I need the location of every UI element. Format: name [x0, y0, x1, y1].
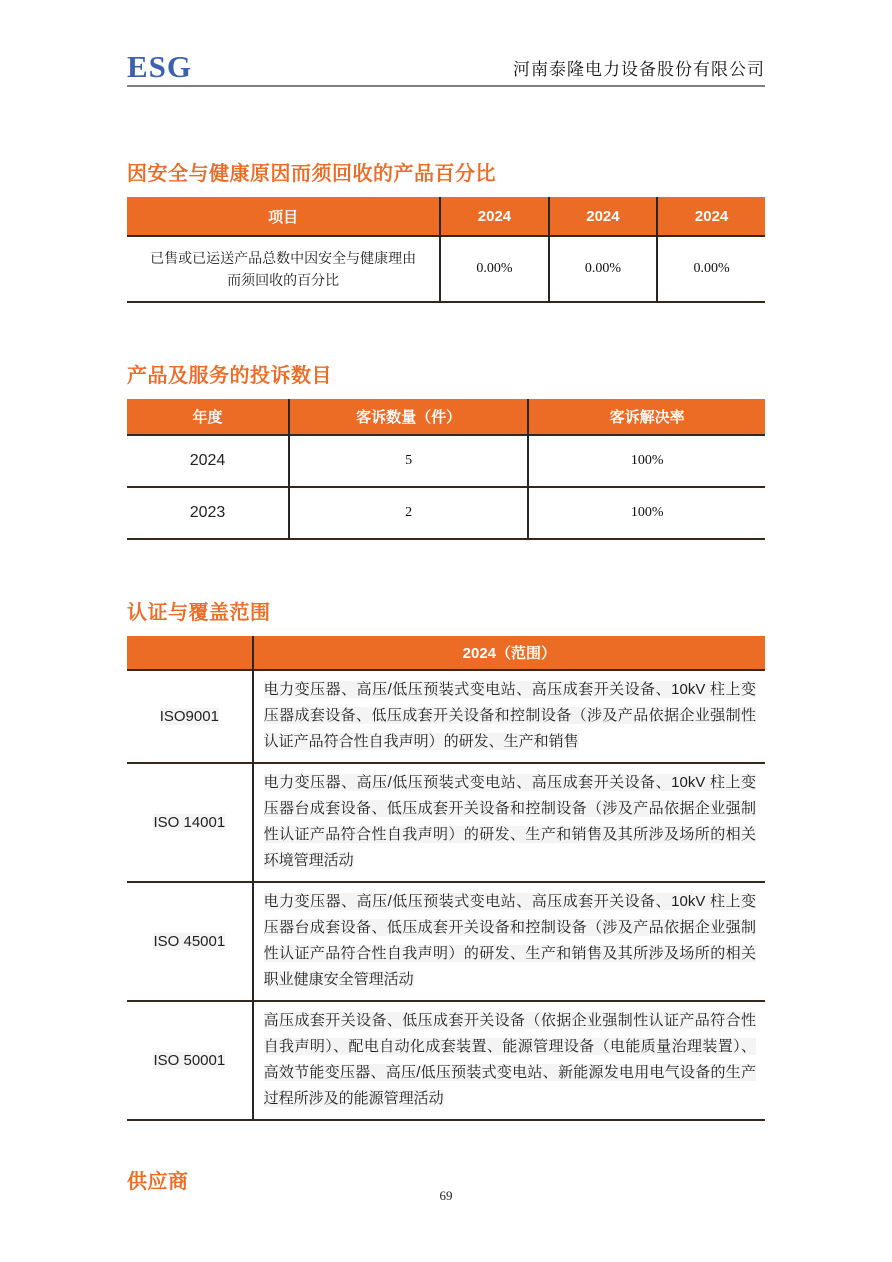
certification-table-header-row [127, 636, 765, 670]
complaints-count: 2 [289, 487, 528, 539]
recall-header-year-2: 2024 [549, 197, 657, 236]
table-row [127, 882, 765, 1001]
page-header [127, 0, 765, 87]
recall-header-year-3: 2024 [657, 197, 765, 236]
recall-value-1: 0.00% [440, 236, 548, 302]
complaints-rate: 100% [528, 487, 765, 539]
complaints-year: 2023 [189, 504, 226, 521]
recall-value-2: 0.00% [549, 236, 657, 302]
table-row [127, 236, 765, 302]
section-title-suppliers: 供应商 [127, 1171, 189, 1193]
recall-row-label: 已售或已运送产品总数中因安全与健康理由而须回收的百分比 [150, 250, 417, 288]
complaints-header-rate: 客诉解决率 [528, 399, 765, 435]
complaints-rate: 100% [528, 435, 765, 487]
table-row [127, 670, 765, 763]
certification-scope: 电力变压器、高压/低压预装式变电站、高压成套开关设备、10kV 柱上变压器台成套设备、低压成套开关设备和控制设备（涉及产品依据企业强制性认证产品符合性自我声明）的研发、生产和销售及其所涉及场所的相关环境管理活动 [253, 763, 765, 882]
table-row [127, 435, 765, 487]
certification-scope: 高压成套开关设备、低压成套开关设备（依据企业强制性认证产品符合性自我声明）、配电自动化成套装置、能源管理设备（电能质量治理装置）、高效节能变压器、高压/低压预装式变电站、新能源发电用电气设备的生产过程所涉及的能源管理活动 [253, 1001, 765, 1120]
complaints-count: 5 [289, 435, 528, 487]
page-number: 69 [439, 1188, 453, 1203]
certification-standard: ISO9001 [159, 708, 219, 725]
complaints-table-header-row [127, 399, 765, 435]
company-name: 河南泰隆电力设备股份有限公司 [513, 60, 765, 79]
certification-header-scope: 2024（范围） [253, 636, 765, 670]
table-row [127, 763, 765, 882]
section-title-recall: 因安全与健康原因而须回收的产品百分比 [127, 163, 496, 185]
complaints-table [127, 399, 765, 540]
table-row [127, 487, 765, 539]
recall-table [127, 197, 765, 303]
certification-scope: 电力变压器、高压/低压预装式变电站、高压成套开关设备、10kV 柱上变压器成套设备、低压成套开关设备和控制设备（涉及产品依据企业强制性认证产品符合性自我声明）的研发、生产和销售 [253, 670, 765, 763]
complaints-header-year: 年度 [127, 399, 289, 435]
complaints-header-count: 客诉数量（件） [289, 399, 528, 435]
table-row [127, 1001, 765, 1120]
certification-table [127, 636, 765, 1121]
esg-logo: ESG [127, 49, 193, 84]
certification-standard: ISO 14001 [153, 814, 226, 831]
certification-standard: ISO 45001 [153, 933, 226, 950]
certification-standard: ISO 50001 [153, 1052, 226, 1069]
recall-header-item: 项目 [127, 197, 440, 236]
certification-header-empty [127, 636, 253, 670]
recall-header-year-1: 2024 [440, 197, 548, 236]
section-title-complaints: 产品及服务的投诉数目 [127, 365, 332, 387]
recall-value-3: 0.00% [657, 236, 765, 302]
complaints-year: 2024 [189, 452, 226, 469]
section-title-certification: 认证与覆盖范围 [127, 602, 271, 624]
certification-scope: 电力变压器、高压/低压预装式变电站、高压成套开关设备、10kV 柱上变压器台成套设备、低压成套开关设备和控制设备（涉及产品依据企业强制性认证产品符合性自我声明）的研发、生产和销售及其所涉及场所的相关职业健康安全管理活动 [253, 882, 765, 1001]
recall-table-header-row [127, 197, 765, 236]
